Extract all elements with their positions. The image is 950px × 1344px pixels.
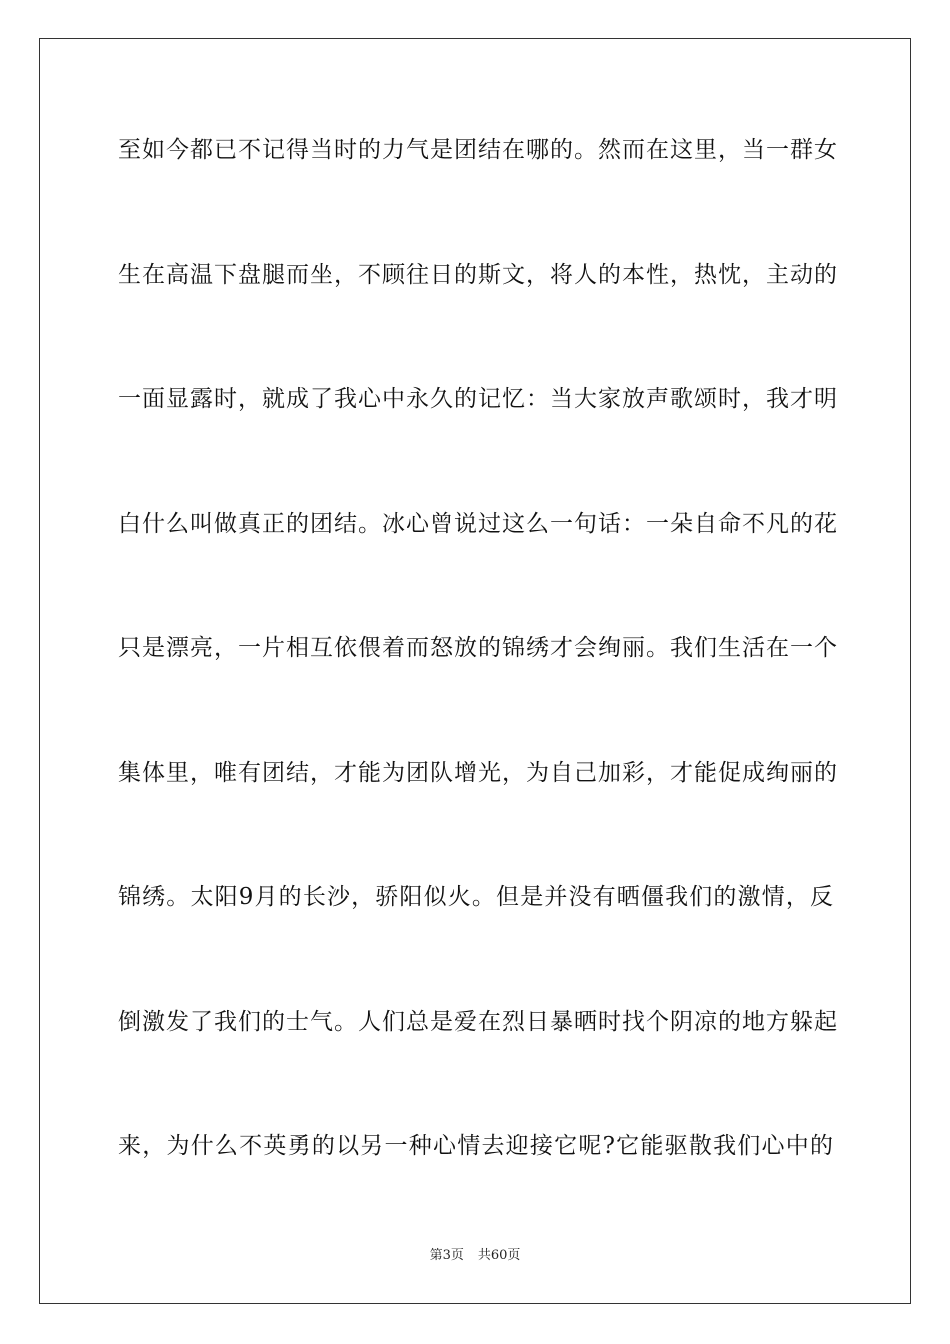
body-text-line: 一面显露时，就成了我心中永久的记忆：当大家放声歌颂时，我才明: [118, 386, 838, 412]
page-number: 第3页: [429, 1248, 464, 1263]
body-text-line: 来，为什么不英勇的以另一种心情去迎接它呢?它能驱散我们心中的: [118, 1133, 834, 1159]
body-text-line: 倒激发了我们的士气。人们总是爱在烈日暴晒时找个阴凉的地方躲起: [118, 1009, 838, 1035]
body-text-line: 白什么叫做真正的团结。冰心曾说过这么一句话：一朵自命不凡的花: [118, 511, 838, 537]
body-text-line: 只是漂亮，一片相互依偎着而怒放的锦绣才会绚丽。我们生活在一个: [118, 635, 838, 661]
body-text-line: 锦绣。太阳9月的长沙，骄阳似火。但是并没有晒僵我们的激情，反: [118, 884, 834, 910]
page-total: 共60页: [477, 1248, 521, 1263]
page-footer: [0, 1247, 950, 1265]
body-text-line: 集体里，唯有团结，才能为团队增光，为自己加彩，才能促成绚丽的: [118, 760, 838, 786]
page-border: [39, 38, 911, 1304]
body-text-line: 生在高温下盘腿而坐，不顾往日的斯文，将人的本性，热忱，主动的: [118, 262, 838, 288]
body-text-line: 至如今都已不记得当时的力气是团结在哪的。然而在这里，当一群女: [118, 137, 838, 163]
